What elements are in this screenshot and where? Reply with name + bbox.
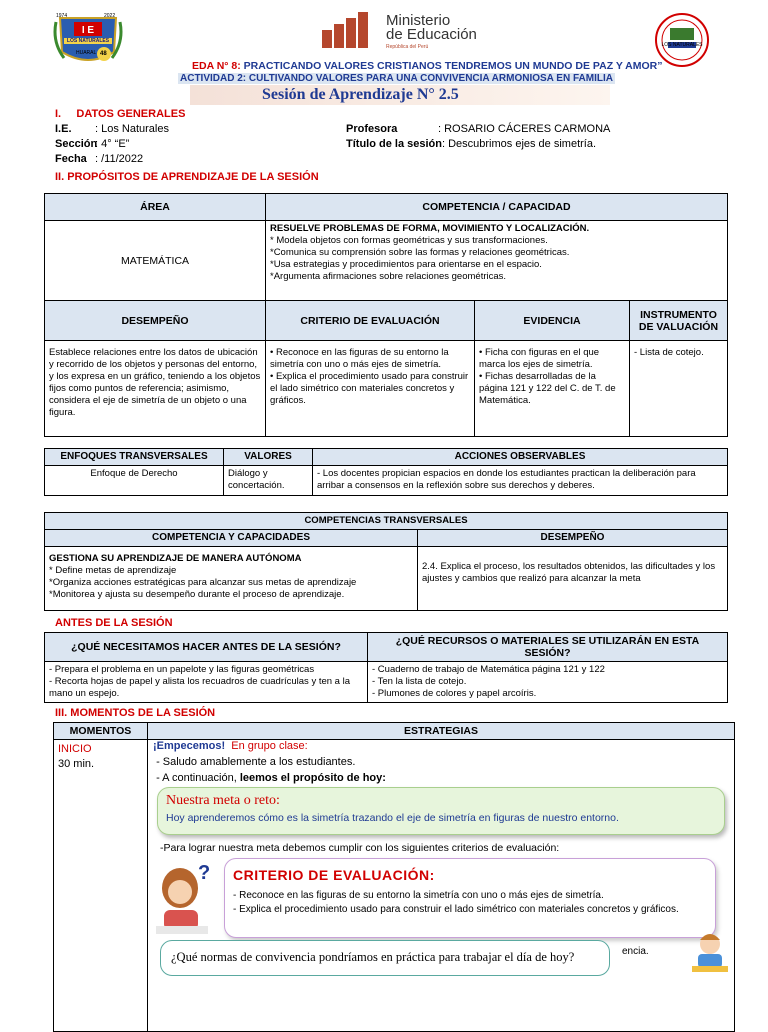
transversal-competencia-cell (45, 547, 418, 611)
criterio-text: Reconoce en las figuras de su entorno la simetría con uno o más ejes de simetría. (270, 347, 449, 370)
recurso-item: - Cuaderno de trabajo de Matemática página 121 y 122 (372, 664, 605, 675)
seccion-label: Sección (55, 138, 98, 150)
fecha-value: : /11/2022 (95, 153, 144, 165)
evidencia-text: Fichas desarrolladas de la página 121 y 122 del C. de T. de Matemática. (479, 371, 616, 406)
datos-heading-num: I. (55, 108, 62, 120)
datos-heading (55, 108, 185, 120)
antes-table (44, 632, 728, 703)
para-lograr: -Para lograr nuestra meta debemos cumplir con los siguientes criterios de evaluación: (160, 842, 560, 854)
proposito-text: leemos el propósito de hoy: (239, 772, 386, 784)
datos-right (346, 122, 610, 152)
criterio-list-item: - Reconoce en las figuras de su entorno la simetría con uno o más ejes de simetría. (233, 890, 604, 901)
competencia-cell (266, 221, 728, 301)
logo-year-left: 1974 (56, 13, 68, 19)
transversal-item: *Organiza acciones estratégicas para alcanzar sus metas de aprendizaje (49, 577, 357, 588)
convivencia-question: ¿Qué normas de convivencia pondríamos en práctica para trabajar el día de hoy? (171, 950, 575, 964)
eda-prefix: EDA N° 8: (192, 60, 244, 72)
seccion-value: : 4° “E” (95, 138, 130, 150)
meta-title: Nuestra meta o reto: (166, 793, 280, 808)
profesora-label: Profesora (346, 123, 398, 135)
titulo-label: Título de la sesión (346, 138, 442, 150)
profesora-value: : ROSARIO CÁCERES CARMONA (438, 123, 611, 135)
competencia-title: RESUELVE PROBLEMAS DE FORMA, MOVIMIENTO Y LOCALIZACIÓN. (270, 223, 590, 234)
col-desempeno: DESEMPEÑO (45, 301, 266, 341)
convivencia-question-box (160, 940, 610, 976)
recursos-cell (368, 662, 728, 703)
transversal-item: *Monitorea y ajusta su desempeño durante el proceso de aprendizaje. (49, 589, 345, 600)
criterio-box (224, 858, 716, 938)
area-value: MATEMÁTICA (45, 221, 266, 301)
criterio-list (233, 889, 703, 917)
antes-heading: ANTES DE LA SESIÓN (55, 617, 173, 629)
capacidad-item: * Modela objetos con formas geométricas y sus transformaciones. (270, 235, 548, 246)
acciones-value: - Los docentes propician espacios en donde los estudiantes practican la deliberación para arribar a consensos en la reflexión sobre sus derechos y deberes. (313, 466, 728, 496)
datos-heading-text: DATOS GENERALES (76, 108, 186, 120)
col-evidencia: EVIDENCIA (475, 301, 630, 341)
col-hacer: ¿QUÉ NECESITAMOS HACER ANTES DE LA SESIÓN? (45, 633, 368, 662)
col-recursos: ¿QUÉ RECURSOS O MATERIALES SE UTILIZARÁN EN ESTA SESIÓN? (368, 633, 728, 662)
instrumento-text: - Lista de cotejo. (630, 341, 728, 437)
transversal-desempeno: 2.4. Explica el proceso, los resultados obtenidos, las dificultades y los ajustes y cambios que realizó para alcanzar la meta (418, 547, 728, 611)
ministry-name-1: Ministerio (386, 12, 451, 29)
hacer-item: - Recorta hojas de papel y alista los recuadros de cuadrículas y ten a la mano un espejo. (49, 676, 350, 699)
criterio-text: Explica el procedimiento usado para construir el lado simétrico con materiales concretos y gráficos. (270, 371, 469, 406)
logo-year-right: 2022 (104, 13, 116, 19)
transversales-table (44, 512, 728, 611)
seal-text: LOS NATURALES (661, 42, 703, 48)
student-reading-icon (684, 928, 736, 976)
activity-title: ACTIVIDAD 2: CULTIVANDO VALORES PARA UNA CONVIVENCIA ARMONIOSA EN FAMILIA (180, 73, 613, 84)
momento-inicio: INICIO (58, 743, 92, 755)
saludo-text: - Saludo amablemente a los estudiantes. (156, 756, 356, 768)
titulo-value: : Descubrimos ejes de simetría. (441, 138, 597, 150)
criterios-cell (266, 341, 475, 437)
col-estrategias: ESTRATEGIAS (148, 723, 735, 740)
criterio-item: • Explica el procedimiento usado para construir el lado simétrico con materiales concretos y gráficos. (270, 371, 469, 406)
col-area: ÁREA (45, 194, 266, 221)
datos-left (55, 122, 169, 167)
criterio-item: • Reconoce en las figuras de su entorno la simetría con uno o más ejes de simetría. (270, 347, 449, 370)
transversales-title: COMPETENCIAS TRANSVERSALES (45, 513, 728, 530)
col-momentos: MOMENTOS (54, 723, 148, 740)
ministry-logo (320, 12, 490, 52)
col-valores: VALORES (224, 449, 313, 466)
criterio-list-item: - Explica el procedimiento usado para construir el lado simétrico con materiales concretos y gráficos. (233, 904, 679, 915)
criterio-title: CRITERIO DE EVALUACIÓN: (233, 867, 435, 883)
eda-title: PRACTICANDO VALORES CRISTIANOS TENDREMOS UN MUNDO DE PAZ Y AMOR” (243, 60, 663, 72)
svg-text:I E: I E (81, 25, 95, 36)
col-desempeno-trans: DESEMPEÑO (418, 530, 728, 547)
evidencia-item: • Ficha con figuras en el que marca los ejes de simetría. (479, 347, 600, 370)
session-title: Sesión de Aprendizaje N° 2.5 (262, 86, 459, 103)
col-instrumento: INSTRUMENTO DE VALUACIÓN (630, 301, 728, 341)
logo-number: 48 (100, 51, 107, 57)
recurso-item: - Ten la lista de cotejo. (372, 676, 467, 687)
hacer-item: - Prepara el problema en un papelote y las figuras geométricas (49, 664, 315, 675)
evidencia-text: Ficha con figuras en el que marca los ejes de simetría. (479, 347, 600, 370)
momento-cell (54, 740, 148, 1032)
fecha-label: Fecha (55, 153, 87, 165)
meta-text: Hoy aprenderemos cómo es la simetría trazando el eje de simetría en figuras de nuestro entorno. (166, 812, 619, 824)
grupo-label: En grupo clase: (231, 740, 308, 752)
recurso-item: - Plumones de colores y papel arcoíris. (372, 688, 537, 699)
propositos-table (44, 193, 728, 437)
continuacion-text: - A continuación, (156, 772, 240, 784)
col-competencia: COMPETENCIA / CAPACIDAD (266, 194, 728, 221)
col-comp-capacidades: COMPETENCIA Y CAPACIDADES (45, 530, 418, 547)
eda-line (192, 60, 663, 72)
capacidad-item: *Usa estrategias y procedimientos para orientarse en el espacio. (270, 259, 542, 270)
transversal-item: * Define metas de aprendizaje (49, 565, 177, 576)
momento-tiempo: 30 min. (58, 758, 95, 770)
question-tail: encia. (622, 946, 649, 957)
enfoques-table (44, 448, 728, 496)
col-acciones: ACCIONES OBSERVABLES (313, 449, 728, 466)
desempeno-text: Establece relaciones entre los datos de ubicación y recorrido de los objetos y personas del entorno, y los expresa en un gráfico, teniendo a los objetos fijos como puntos de referencia; asimismo, considera el eje de simetría de un objeto o una figura. (45, 341, 266, 437)
estrategias-intro (153, 738, 386, 786)
capacidad-item: *Comunica su comprensión sobre las formas y relaciones geométricas. (270, 247, 570, 258)
logo-city: HUARAL (76, 50, 97, 56)
logo-school-name: LOS NATURALES (66, 38, 110, 44)
momentos-heading: III. MOMENTOS DE LA SESIÓN (55, 707, 216, 719)
ie-label: I.E. (55, 123, 72, 135)
question-mark-icon: ? (198, 862, 211, 884)
evidencias-cell (475, 341, 630, 437)
col-enfoques: ENFOQUES TRANSVERSALES (45, 449, 224, 466)
propositos-heading: II. PROPÓSITOS DE APRENDIZAJE DE LA SESIÓN (55, 171, 319, 183)
col-criterio: CRITERIO DE EVALUACIÓN (266, 301, 475, 341)
capacidad-item: *Argumenta afirmaciones sobre relaciones geométricas. (270, 271, 507, 282)
ministry-name-2: de Educación (386, 26, 477, 43)
hacer-cell (45, 662, 368, 703)
ministry-subtitle: República del Perú (386, 44, 429, 50)
evidencia-item: • Fichas desarrolladas de la página 121 y 122 del C. de T. de Matemática. (479, 371, 616, 406)
valores-value: Diálogo y concertación. (224, 466, 313, 496)
empecemos-label: ¡Empecemos! (153, 740, 226, 752)
meta-box (157, 787, 725, 835)
ie-value: : Los Naturales (95, 123, 169, 135)
transversal-comp-title: GESTIONA SU APRENDIZAJE DE MANERA AUTÓNOMA (49, 553, 302, 564)
enfoque-value: Enfoque de Derecho (45, 466, 224, 496)
